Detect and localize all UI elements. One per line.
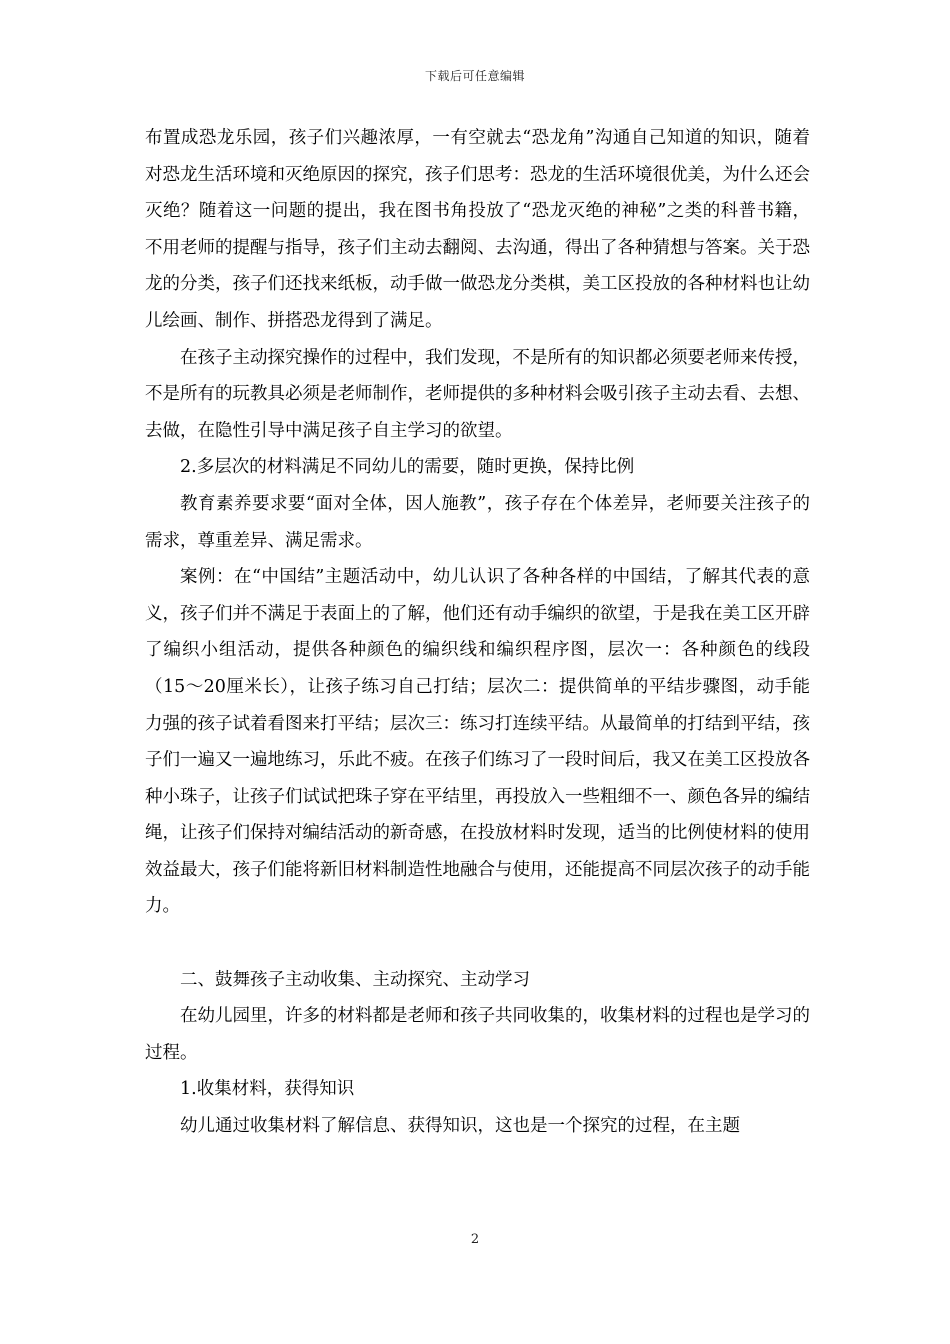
page-header: 下载后可任意编辑 [424, 69, 525, 83]
page-number: 2 [470, 1232, 480, 1247]
section-heading-encourage-children: 二、鼓舞孩子主动收集、主动探究、主动学习 [180, 969, 530, 990]
paragraph-chinese-knot-case: 案例：在“中国结”主题活动中，幼儿认识了各种各样的中国结，了解其代表的意义，孩子们并不满足于表面上的了解，他们还有动手编织的欲望，于是我在美工区开辟了编织小组活动，提供各种颜色的编织线和编织程序图，层次一：各种颜色的线段（15～20厘米长），让孩子练习自己打结；层次二：提供简单的平结步骤图，动手能力强的孩子试着看图来打平结；层次三：练习打连续平结。从最简单的打结到平结，孩子们一遍又一遍地练习，乐此不疲。在孩子们练习了一段时间后，我又在美工区投放各种小珠子，让孩子们试试把珠子穿在平结里，再投放入一些粗细不一、颜色各异的编结绳，让孩子们保持对编结活动的新奇感，在投放材料时发现，适当的比例使材料的使用效益最大，孩子们能将新旧材料制造性地融合与使用，还能提高不同层次孩子的动手能力。 [145, 567, 810, 917]
paragraph-collect-materials-intro: 在幼儿园里，许多的材料都是老师和孩子共同收集的，收集材料的过程也是学习的过程。 [145, 1006, 810, 1063]
subheading-collect-materials: 1.收集材料，获得知识 [180, 1079, 355, 1100]
paragraph-dinosaur-continuation: 布置成恐龙乐园，孩子们兴趣浓厚，一有空就去“恐龙角”沟通自己知道的知识，随着对恐龙生活环境和灭绝原因的探究，孩子们思考：恐龙的生活环境很优美，为什么还会灭绝？随着这一问题的提出，我在图书角投放了“恐龙灭绝的神秘”之类的科普书籍，不用老师的提醒与指导，孩子们主动去翻阅、去沟通，得出了各种猜想与答案。关于恐龙的分类，孩子们还找来纸板，动手做一做恐龙分类棋，美工区投放的各种材料也让幼儿绘画、制作、拼搭恐龙得到了满足。 [145, 128, 810, 331]
subheading-multi-level-materials: 2.多层次的材料满足不同幼儿的需要，随时更换，保持比例 [180, 457, 635, 478]
page-body [145, 120, 810, 1145]
paragraph-collect-materials-detail: 幼儿通过收集材料了解信息、获得知识，这也是一个探究的过程，在主题 [180, 1116, 740, 1137]
paragraph-exploration-summary: 在孩子主动探究操作的过程中，我们发现，不是所有的知识都必须要老师来传授，不是所有的玩教具必须是老师制作，老师提供的多种材料会吸引孩子主动去看、去想、去做，在隐性引导中满足孩子自主学习的欲望。 [145, 347, 810, 441]
paragraph-education-requirement: 教育素养要求要“面对全体，因人施教”，孩子存在个体差异，老师要关注孩子的需求，尊重差异、满足需求。 [145, 493, 810, 551]
